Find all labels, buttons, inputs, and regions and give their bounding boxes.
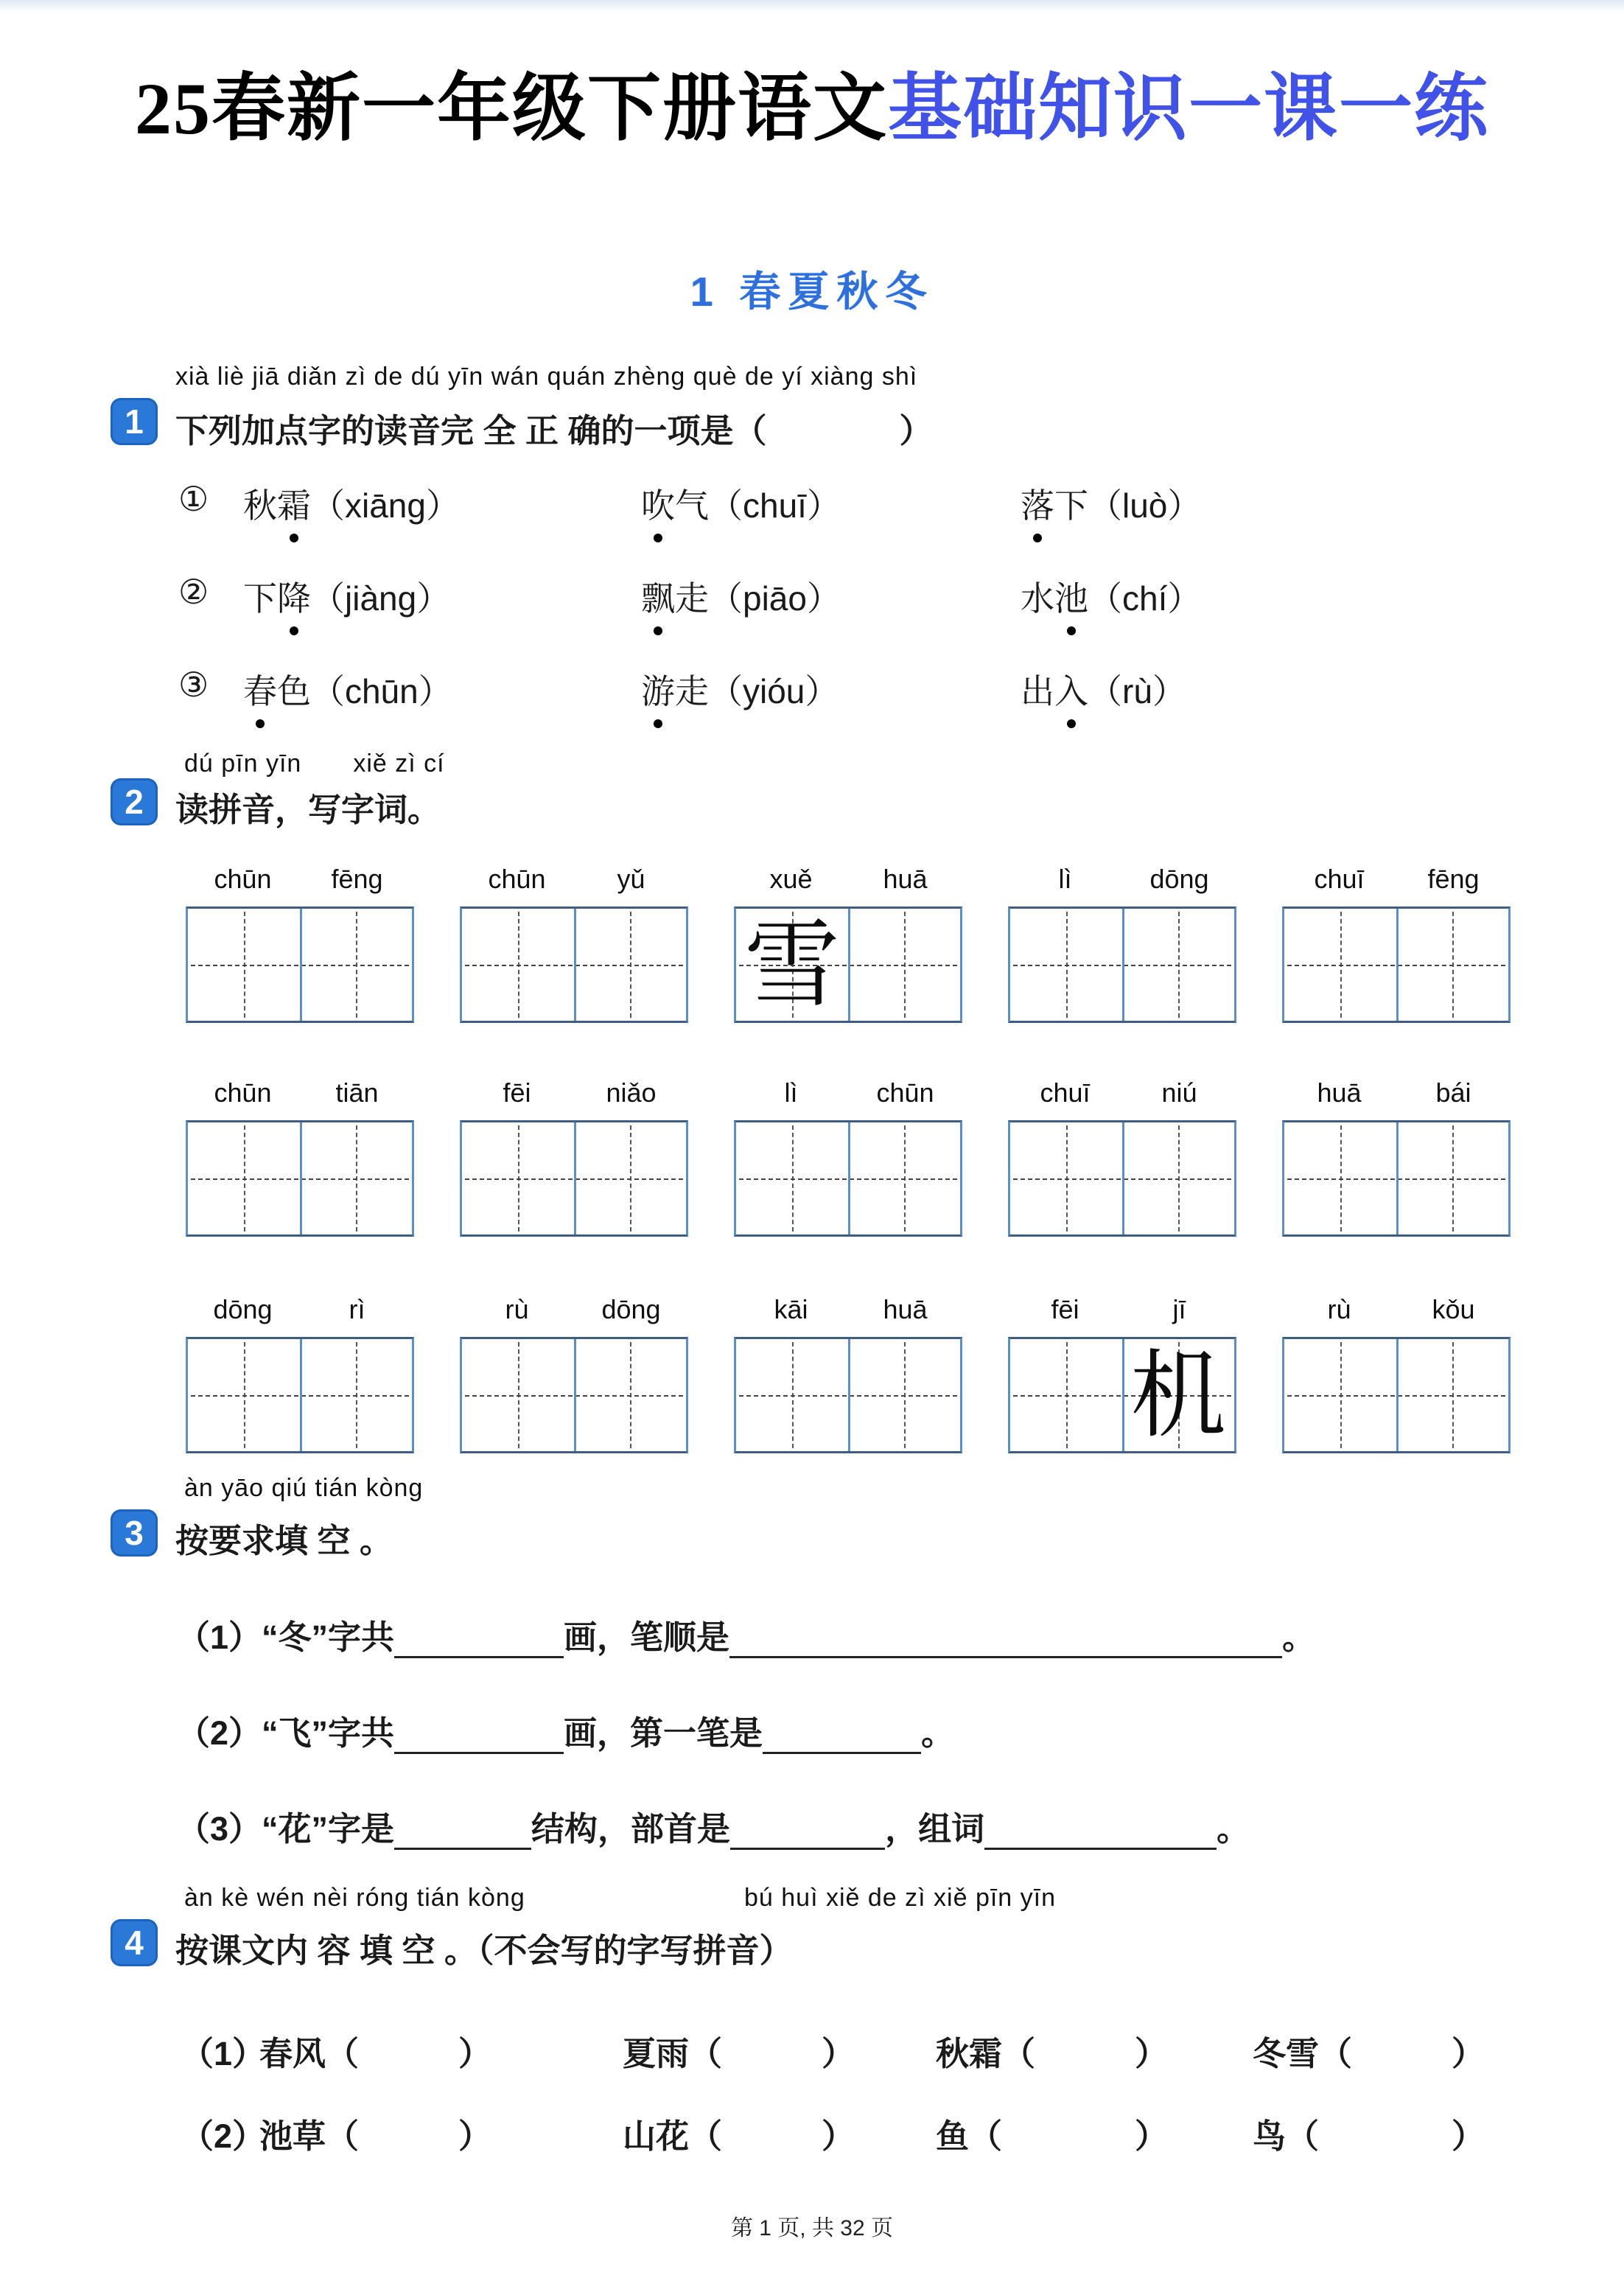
writing-grid-box [186, 1077, 414, 1237]
tianzige-cells [1282, 1337, 1511, 1453]
writing-grid-box [734, 1294, 962, 1453]
grid-cell[interactable] [462, 909, 574, 1021]
word-part: 秋 [243, 486, 277, 525]
fill-item[interactable]: 鱼（ ） [936, 2117, 1169, 2155]
page-footer: 第 1 页, 共 32 页 [730, 2216, 894, 2240]
writing-grid-box [460, 864, 688, 1023]
pinyin-syllable: tiān [335, 1077, 379, 1108]
title-blue-part: 基础知识一课一练 [888, 68, 1489, 150]
q1-number-badge: 1 [111, 398, 158, 445]
grid-cell[interactable] [1284, 1122, 1396, 1234]
pinyin-syllable: chūn [876, 1077, 934, 1108]
item-text: “冬”字共 [262, 1618, 395, 1656]
pinyin-syllable: chūn [214, 1077, 272, 1108]
grid-pinyin [460, 1294, 688, 1337]
writing-grid-box [1008, 864, 1236, 1023]
grid-cell[interactable] [736, 1122, 848, 1234]
pinyin-syllable: chūn [214, 864, 272, 894]
grid-cell[interactable] [462, 1339, 574, 1451]
dotted-char: 池 [1054, 572, 1088, 621]
word-part: 水 [1021, 579, 1054, 618]
pinyin-syllable: yǔ [617, 864, 645, 894]
grid-pinyin [1008, 1077, 1236, 1120]
pinyin-syllable: fēi [503, 1077, 531, 1108]
option-label[interactable]: ② [178, 573, 209, 611]
tianzige-cells [460, 1337, 688, 1453]
pinyin-syllable: rì [349, 1294, 365, 1324]
writing-grid-box [460, 1294, 688, 1453]
grid-pinyin [186, 1077, 414, 1120]
grid-cell-handwritten[interactable]: 雪 [743, 909, 840, 1021]
option-pinyin: （xiāng） [311, 486, 460, 525]
grid-cell[interactable] [300, 909, 412, 1021]
tianzige-cells [1008, 907, 1236, 1023]
q3-item-2 [177, 1706, 954, 1754]
option-pinyin: （rù） [1088, 672, 1186, 710]
blank-line[interactable] [730, 1811, 885, 1850]
pinyin-syllable: rù [1327, 1294, 1351, 1324]
word-part: 走 [675, 579, 709, 618]
option-pinyin: （chí） [1088, 579, 1202, 618]
pinyin-syllable: chuī [1040, 1077, 1091, 1108]
tianzige-cells [186, 907, 414, 1023]
grid-cell[interactable] [1284, 909, 1396, 1021]
grid-pinyin [734, 1294, 962, 1337]
grid-pinyin [1008, 1294, 1236, 1337]
grid-cell[interactable] [1396, 1122, 1508, 1234]
writing-grid-box [1008, 1077, 1236, 1237]
item-label: （2） [181, 2117, 266, 2155]
word-part: 下 [1054, 486, 1088, 525]
q1-option-row-1 [0, 479, 1624, 567]
q4-text: 按课文内 容 填 空 。（不会写的字写拼音） [175, 1932, 793, 1969]
q1-option-row-3 [0, 665, 1624, 753]
tianzige-cells [1282, 1120, 1511, 1237]
word-part: 出 [1021, 672, 1054, 710]
grid-cell[interactable] [574, 1339, 686, 1451]
grid-pinyin [1282, 1294, 1511, 1337]
pinyin-syllable: huā [1317, 1077, 1362, 1108]
option-pinyin: （chūn） [311, 672, 452, 710]
item-text: 。 [1282, 1618, 1316, 1656]
blank-line[interactable] [984, 1811, 1217, 1850]
grid-cell[interactable] [574, 909, 686, 1021]
q3-item-3 [177, 1802, 1250, 1850]
pinyin-syllable: kǒu [1432, 1294, 1475, 1324]
option-pinyin: （jiàng） [311, 579, 451, 618]
grid-cell-handwritten[interactable]: 机 [1130, 1339, 1226, 1451]
q1-pinyin: xià liè jiā diǎn zì de dú yīn wán quán zhèng què de yí xiàng shì [175, 363, 918, 391]
q1-option-item [243, 479, 460, 528]
item-text: “花”字是 [262, 1810, 395, 1848]
grid-pinyin [1282, 1077, 1511, 1120]
word-part: 色 [277, 672, 311, 710]
pinyin-syllable: bái [1435, 1077, 1471, 1108]
q1-option-item [1021, 572, 1201, 621]
pinyin-syllable: rù [505, 1294, 529, 1324]
tianzige-cells [734, 1120, 962, 1237]
tianzige-cells [1008, 1337, 1236, 1453]
q3-pinyin: àn yāo qiú tián kòng [184, 1474, 424, 1502]
grid-pinyin [734, 864, 962, 907]
pinyin-syllable: fēi [1051, 1294, 1079, 1324]
writing-grid-box [1282, 864, 1511, 1023]
q4-row-2 [0, 2109, 1624, 2168]
q4-pinyin-a: àn kè wén nèi róng tián kòng [184, 1884, 525, 1912]
grid-cell[interactable] [1284, 1339, 1396, 1451]
tianzige-cells [1282, 907, 1511, 1023]
item-text: 画，笔顺是 [564, 1618, 730, 1656]
grid-pinyin [186, 1294, 414, 1337]
pinyin-syllable: jī [1172, 1294, 1186, 1324]
q4-row-1 [0, 2027, 1624, 2086]
dotted-char: 入 [1054, 665, 1088, 713]
writing-grid-box [734, 864, 962, 1023]
q2-number-badge: 2 [111, 778, 158, 825]
page-title [0, 49, 1624, 155]
option-pinyin: （yióu） [709, 672, 839, 710]
dotted-char: 吹 [641, 479, 675, 528]
grid-cell[interactable] [300, 1339, 412, 1451]
q1-option-item [1021, 479, 1201, 528]
fill-item[interactable]: 山花（ ） [623, 2117, 855, 2155]
pinyin-syllable: lì [1058, 864, 1072, 894]
item-text: 结构，部首是 [531, 1810, 731, 1848]
pinyin-syllable: chūn [488, 864, 546, 894]
tianzige-cells [734, 1337, 962, 1453]
scan-edge-artifact [0, 0, 1624, 12]
pinyin-syllable: chuī [1314, 864, 1365, 894]
dotted-char: 游 [641, 665, 675, 713]
pinyin-syllable: fēng [331, 864, 383, 894]
q1-option-row-2 [0, 572, 1624, 660]
fill-item[interactable]: 池草（ ） [259, 2117, 492, 2155]
q3-number-badge: 3 [111, 1509, 158, 1557]
dotted-char: 春 [243, 665, 277, 713]
q1-option-item [641, 479, 841, 528]
dotted-char: 飘 [641, 572, 675, 621]
title-black-part: 25春新一年级下册语文 [135, 68, 888, 150]
grid-cell[interactable] [188, 1339, 300, 1451]
q3-item-1 [177, 1610, 1315, 1658]
grid-cell[interactable] [462, 1122, 574, 1234]
tianzige-cells [186, 1120, 414, 1237]
item-text: 。 [1217, 1810, 1250, 1848]
grid-cell[interactable] [188, 909, 300, 1021]
tianzige-cells [1008, 1120, 1236, 1237]
item-text: ，组词 [885, 1810, 985, 1848]
grid-cell[interactable] [848, 1339, 960, 1451]
grid-pinyin [460, 1077, 688, 1120]
q4-pinyin-b: bú huì xiě de zì xiě pīn yīn [744, 1884, 1057, 1912]
blank-line[interactable] [394, 1715, 564, 1754]
grid-cell[interactable] [574, 1122, 686, 1234]
lesson-title: 1 春夏秋冬 [690, 268, 934, 315]
item-text: “飞”字共 [262, 1714, 395, 1752]
grid-pinyin [186, 864, 414, 907]
grid-cell[interactable] [188, 1122, 300, 1234]
blank-line[interactable] [763, 1715, 921, 1754]
grid-cell[interactable] [1122, 909, 1234, 1021]
option-label[interactable]: ① [178, 480, 209, 518]
writing-grid-box [1008, 1294, 1236, 1453]
q1-option-item [641, 572, 841, 621]
grid-cell[interactable] [300, 1122, 412, 1234]
pinyin-syllable: kāi [774, 1294, 808, 1324]
item-label: （2） [177, 1714, 262, 1752]
grid-cell[interactable] [848, 909, 960, 1021]
writing-grid-box [186, 864, 414, 1023]
grid-pinyin [734, 1077, 962, 1120]
tianzige-cells [186, 1337, 414, 1453]
dotted-char: 落 [1021, 479, 1054, 528]
q1-option-item [243, 665, 452, 713]
pinyin-syllable: dōng [1149, 864, 1209, 894]
pinyin-syllable: niú [1161, 1077, 1197, 1108]
q2-pinyin: dú pīn yīn xiě zì cí [184, 750, 445, 778]
grid-cell[interactable] [1010, 1339, 1122, 1451]
grid-cell[interactable] [1396, 1339, 1508, 1451]
word-part: 下 [243, 579, 277, 618]
q1-option-item [243, 572, 450, 621]
q1-option-item [641, 665, 839, 713]
grid-cell[interactable] [736, 1339, 848, 1451]
fill-item[interactable]: 冬雪（ ） [1253, 2035, 1485, 2072]
pinyin-syllable: xuě [769, 864, 813, 894]
writing-grid-box [1282, 1294, 1511, 1453]
grid-cell[interactable] [1122, 1122, 1234, 1234]
word-part: 气 [675, 486, 709, 525]
fill-item[interactable]: 鸟（ ） [1253, 2117, 1485, 2155]
pinyin-syllable: huā [883, 864, 928, 894]
tianzige-cells [734, 907, 962, 1023]
writing-grid-box [460, 1077, 688, 1237]
grid-cell[interactable] [848, 1122, 960, 1234]
pinyin-syllable: lì [784, 1077, 798, 1108]
dotted-char: 降 [277, 572, 311, 621]
word-part: 走 [675, 672, 709, 710]
option-pinyin: （chuī） [709, 486, 841, 525]
pinyin-syllable: fēng [1427, 864, 1480, 894]
dotted-char: 霜 [277, 479, 311, 528]
q2-text: 读拼音，写字词。 [175, 791, 441, 828]
writing-grid-box [734, 1077, 962, 1237]
q4-number-badge: 4 [111, 1919, 158, 1966]
fill-item[interactable]: 春风（ ） [259, 2035, 492, 2072]
pinyin-syllable: dōng [601, 1294, 661, 1324]
q1-option-item [1021, 665, 1186, 713]
option-pinyin: （piāo） [709, 579, 841, 618]
item-label: （1） [177, 1618, 262, 1656]
item-label: （3） [177, 1810, 262, 1848]
grid-cell[interactable] [1396, 909, 1508, 1021]
grid-pinyin [460, 864, 688, 907]
grid-cell[interactable] [1010, 1122, 1122, 1234]
pinyin-syllable: niǎo [606, 1077, 657, 1108]
pinyin-syllable: huā [883, 1294, 928, 1324]
q1-text: 下列加点字的读音完 全 正 确的一项是（ ） [175, 412, 933, 450]
fill-item[interactable]: 秋霜（ ） [936, 2035, 1169, 2072]
tianzige-cells [460, 907, 688, 1023]
grid-pinyin [1008, 864, 1236, 907]
grid-pinyin [1282, 864, 1511, 907]
option-label[interactable]: ③ [178, 666, 209, 704]
writing-grid-box [186, 1294, 414, 1453]
option-pinyin: （luò） [1088, 486, 1202, 525]
writing-grid-box [1282, 1077, 1511, 1237]
item-text: 画，第一笔是 [564, 1714, 763, 1752]
item-label: （1） [181, 2035, 266, 2072]
blank-line[interactable] [729, 1619, 1282, 1658]
blank-line[interactable] [394, 1619, 564, 1658]
fill-item[interactable]: 夏雨（ ） [623, 2035, 855, 2072]
grid-cell[interactable] [1010, 909, 1122, 1021]
tianzige-cells [460, 1120, 688, 1237]
pinyin-syllable: dōng [213, 1294, 273, 1324]
q3-text: 按要求填 空 。 [175, 1522, 393, 1559]
blank-line[interactable] [394, 1811, 531, 1850]
item-text: 。 [921, 1714, 955, 1752]
